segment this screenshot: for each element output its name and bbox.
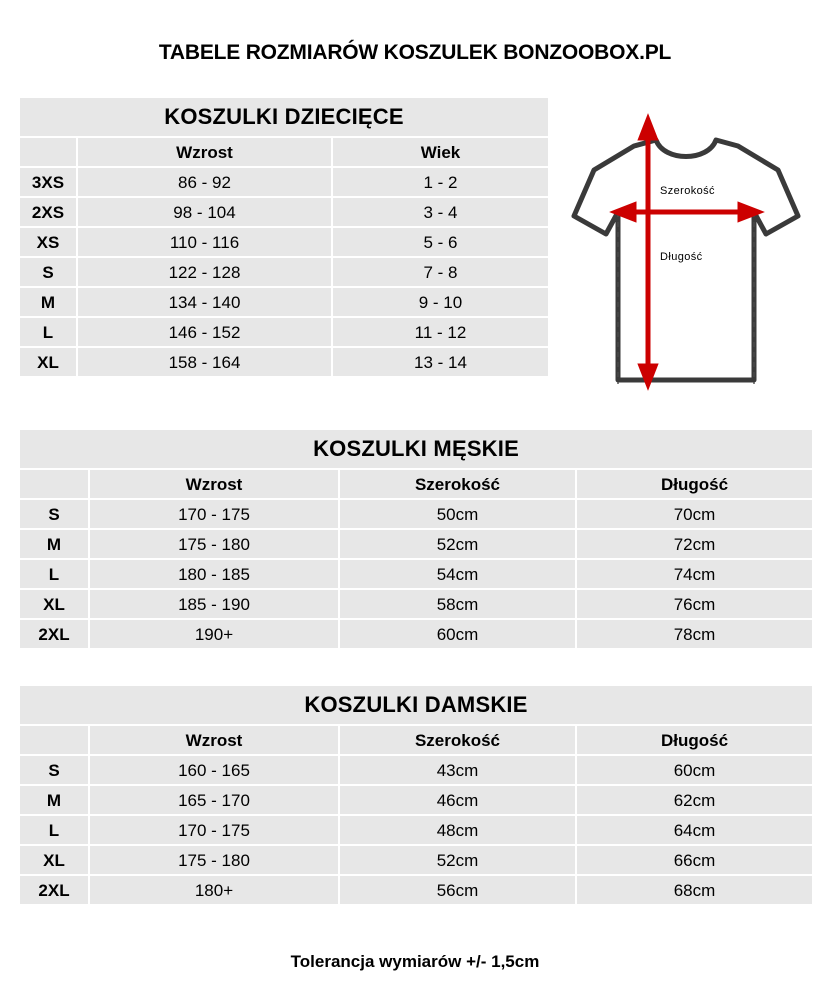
- cell-width: 48cm: [339, 815, 576, 845]
- size-label: 2XL: [19, 619, 89, 649]
- cell-height: 180 - 185: [89, 559, 339, 589]
- cell-age: 5 - 6: [332, 227, 549, 257]
- size-label: L: [19, 815, 89, 845]
- cell-height: 134 - 140: [77, 287, 332, 317]
- cell-length: 64cm: [576, 815, 813, 845]
- cell-width: 46cm: [339, 785, 576, 815]
- cell-height: 170 - 175: [89, 815, 339, 845]
- cell-height: 86 - 92: [77, 167, 332, 197]
- cell-width: 52cm: [339, 845, 576, 875]
- table-row: [19, 559, 813, 589]
- women-table-title: KOSZULKI DAMSKIE: [19, 685, 813, 725]
- cell-width: 50cm: [339, 499, 576, 529]
- cell-length: 68cm: [576, 875, 813, 905]
- table-title-row: [19, 685, 813, 725]
- size-label: XL: [19, 347, 77, 377]
- cell-width: 52cm: [339, 529, 576, 559]
- men-table-title: KOSZULKI MĘSKIE: [19, 429, 813, 469]
- size-label: L: [19, 317, 77, 347]
- size-label: M: [19, 785, 89, 815]
- table-row: [19, 317, 549, 347]
- women-col-length: Długość: [576, 725, 813, 755]
- women-col-size: [19, 725, 89, 755]
- table-title-row: [19, 429, 813, 469]
- men-col-length: Długość: [576, 469, 813, 499]
- kids-table-title: KOSZULKI DZIECIĘCE: [19, 97, 549, 137]
- cell-age: 3 - 4: [332, 197, 549, 227]
- size-label: XL: [19, 589, 89, 619]
- size-label: S: [19, 755, 89, 785]
- cell-age: 11 - 12: [332, 317, 549, 347]
- kids-col-height: Wzrost: [77, 137, 332, 167]
- table-row: [19, 589, 813, 619]
- table-row: [19, 785, 813, 815]
- women-size-table: [18, 684, 814, 906]
- cell-length: 78cm: [576, 619, 813, 649]
- cell-length: 72cm: [576, 529, 813, 559]
- table-row: [19, 529, 813, 559]
- cell-height: 190+: [89, 619, 339, 649]
- men-col-width: Szerokość: [339, 469, 576, 499]
- cell-height: 175 - 180: [89, 529, 339, 559]
- cell-width: 60cm: [339, 619, 576, 649]
- cell-height: 160 - 165: [89, 755, 339, 785]
- size-label: 2XS: [19, 197, 77, 227]
- cell-length: 62cm: [576, 785, 813, 815]
- table-row: [19, 619, 813, 649]
- size-label: L: [19, 559, 89, 589]
- table-row: [19, 755, 813, 785]
- cell-height: 146 - 152: [77, 317, 332, 347]
- table-row: [19, 197, 549, 227]
- table-row: [19, 347, 549, 377]
- size-label: XL: [19, 845, 89, 875]
- table-header-row: [19, 469, 813, 499]
- cell-height: 158 - 164: [77, 347, 332, 377]
- cell-height: 175 - 180: [89, 845, 339, 875]
- kids-col-size: [19, 137, 77, 167]
- men-col-size: [19, 469, 89, 499]
- size-label: S: [19, 257, 77, 287]
- table-header-row: [19, 137, 549, 167]
- table-row: [19, 845, 813, 875]
- cell-length: 70cm: [576, 499, 813, 529]
- length-label: Długość: [660, 251, 703, 263]
- cell-height: 180+: [89, 875, 339, 905]
- table-header-row: [19, 725, 813, 755]
- table-row: [19, 815, 813, 845]
- cell-length: 66cm: [576, 845, 813, 875]
- t-shirt-measurement-diagram: [556, 108, 816, 398]
- size-label: S: [19, 499, 89, 529]
- cell-age: 13 - 14: [332, 347, 549, 377]
- kids-col-age: Wiek: [332, 137, 549, 167]
- cell-width: 56cm: [339, 875, 576, 905]
- men-col-height: Wzrost: [89, 469, 339, 499]
- page-title: TABELE ROZMIARÓW KOSZULEK BONZOOBOX.PL: [158, 41, 672, 64]
- table-row: [19, 499, 813, 529]
- cell-height: 122 - 128: [77, 257, 332, 287]
- cell-height: 165 - 170: [89, 785, 339, 815]
- cell-age: 9 - 10: [332, 287, 549, 317]
- cell-age: 1 - 2: [332, 167, 549, 197]
- tolerance-note: Tolerancja wymiarów +/- 1,5cm: [290, 952, 540, 971]
- women-col-height: Wzrost: [89, 725, 339, 755]
- cell-height: 170 - 175: [89, 499, 339, 529]
- size-label: 2XL: [19, 875, 89, 905]
- men-size-table: [18, 428, 814, 650]
- table-row: [19, 875, 813, 905]
- women-col-width: Szerokość: [339, 725, 576, 755]
- size-label: M: [19, 529, 89, 559]
- cell-height: 110 - 116: [77, 227, 332, 257]
- kids-size-table: [18, 96, 550, 378]
- cell-length: 74cm: [576, 559, 813, 589]
- cell-height: 98 - 104: [77, 197, 332, 227]
- size-label: XS: [19, 227, 77, 257]
- cell-width: 58cm: [339, 589, 576, 619]
- cell-length: 60cm: [576, 755, 813, 785]
- width-label: Szerokość: [660, 185, 715, 197]
- size-label: 3XS: [19, 167, 77, 197]
- cell-age: 7 - 8: [332, 257, 549, 287]
- table-row: [19, 287, 549, 317]
- cell-length: 76cm: [576, 589, 813, 619]
- table-row: [19, 257, 549, 287]
- table-row: [19, 167, 549, 197]
- table-title-row: [19, 97, 549, 137]
- cell-height: 185 - 190: [89, 589, 339, 619]
- size-label: M: [19, 287, 77, 317]
- table-row: [19, 227, 549, 257]
- cell-width: 43cm: [339, 755, 576, 785]
- cell-width: 54cm: [339, 559, 576, 589]
